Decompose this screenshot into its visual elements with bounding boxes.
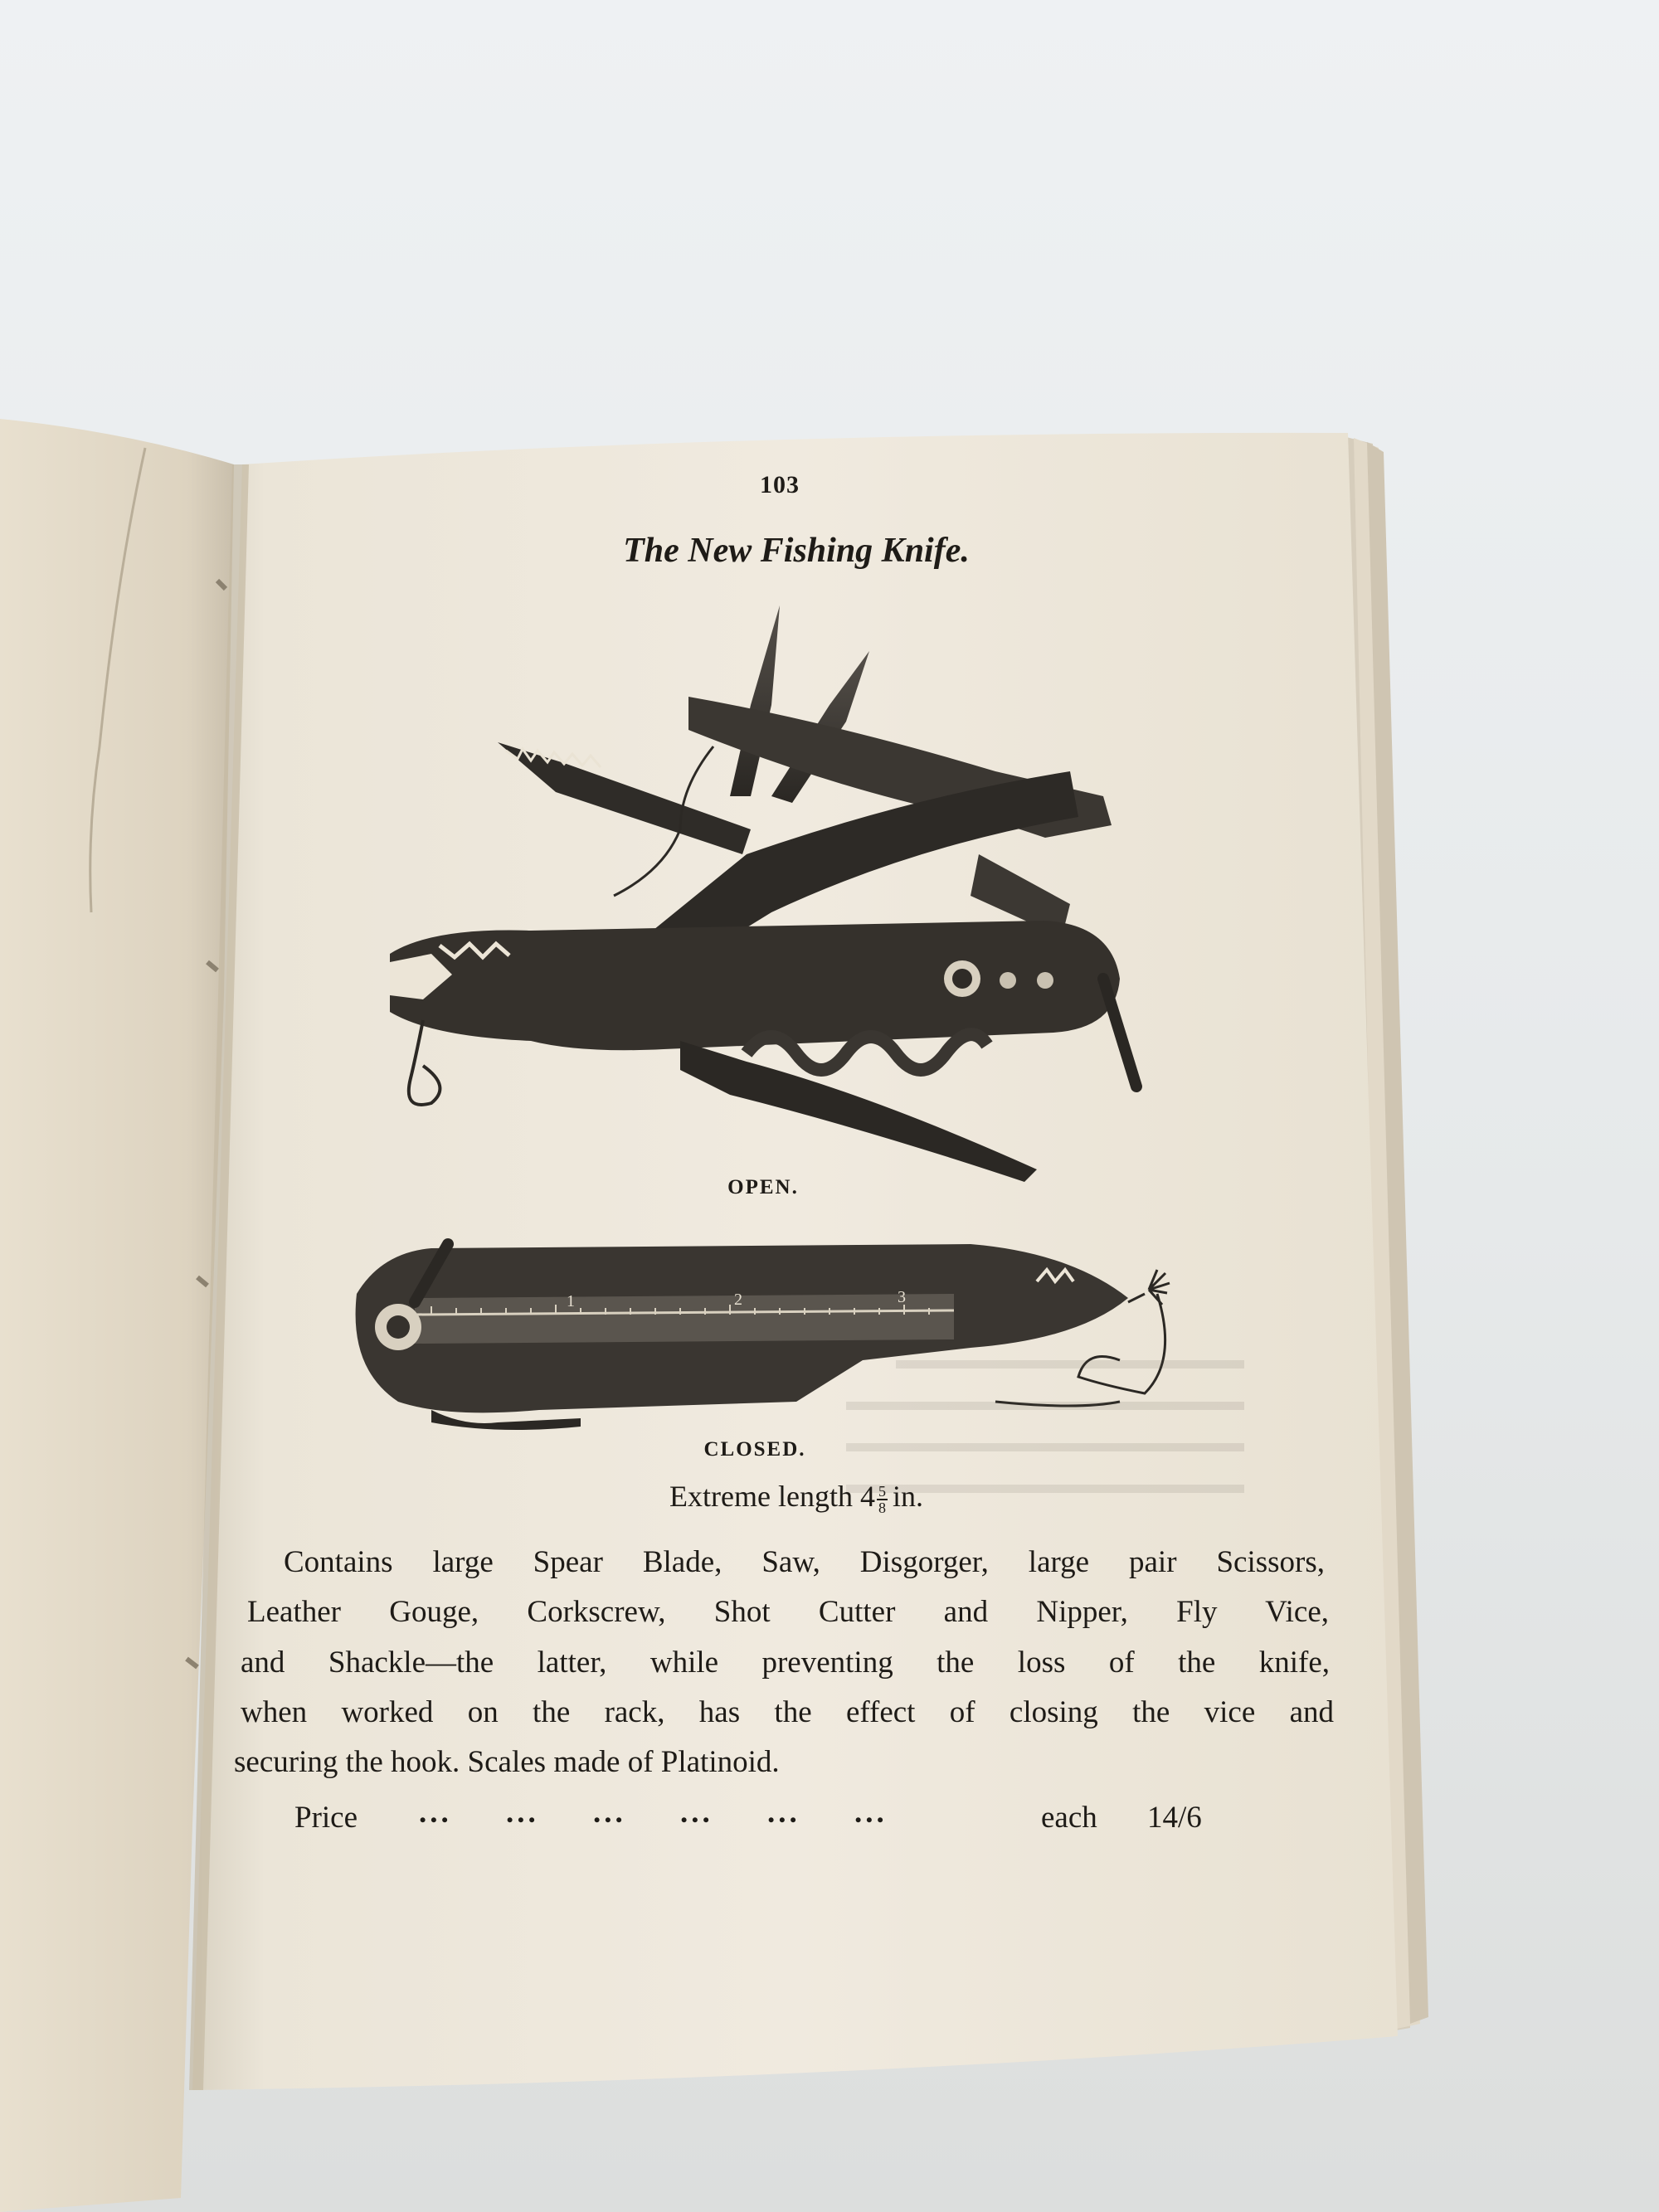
description-line: securing the hook. Scales made of Platinoid. bbox=[234, 1745, 780, 1779]
page-title: The New Fishing Knife. bbox=[623, 532, 970, 570]
length-suffix: in. bbox=[892, 1480, 923, 1513]
price-label: Price bbox=[294, 1801, 358, 1835]
svg-text:2: 2 bbox=[734, 1291, 742, 1309]
length-prefix: Extreme length 4 bbox=[669, 1480, 875, 1513]
description-line: Contains large Spear Blade, Saw, Disgorger, large pair Scissors, bbox=[284, 1545, 1325, 1579]
price-leader-dots: ... ... ... ... ... ... bbox=[419, 1796, 888, 1830]
caption-closed: CLOSED. bbox=[703, 1438, 806, 1461]
description-line: when worked on the rack, has the effect of closing the vice and bbox=[241, 1695, 1334, 1729]
price-value: 14/6 bbox=[1147, 1801, 1202, 1835]
extreme-length bbox=[547, 1479, 1045, 1515]
fraction-denominator: 8 bbox=[878, 1499, 886, 1516]
length-fraction bbox=[877, 1484, 888, 1515]
page-number: 103 bbox=[760, 471, 800, 498]
price-unit: each bbox=[1041, 1801, 1097, 1835]
caption-open: OPEN. bbox=[727, 1176, 799, 1198]
svg-text:3: 3 bbox=[898, 1288, 906, 1306]
price-row bbox=[294, 1796, 1224, 1841]
svg-text:1: 1 bbox=[567, 1292, 575, 1310]
description-line: and Shackle—the latter, while preventing the loss of the knife, bbox=[241, 1646, 1330, 1680]
description-line: Leather Gouge, Corkscrew, Shot Cutter and Nipper, Fly Vice, bbox=[247, 1595, 1329, 1629]
fraction-numerator: 5 bbox=[878, 1482, 886, 1500]
